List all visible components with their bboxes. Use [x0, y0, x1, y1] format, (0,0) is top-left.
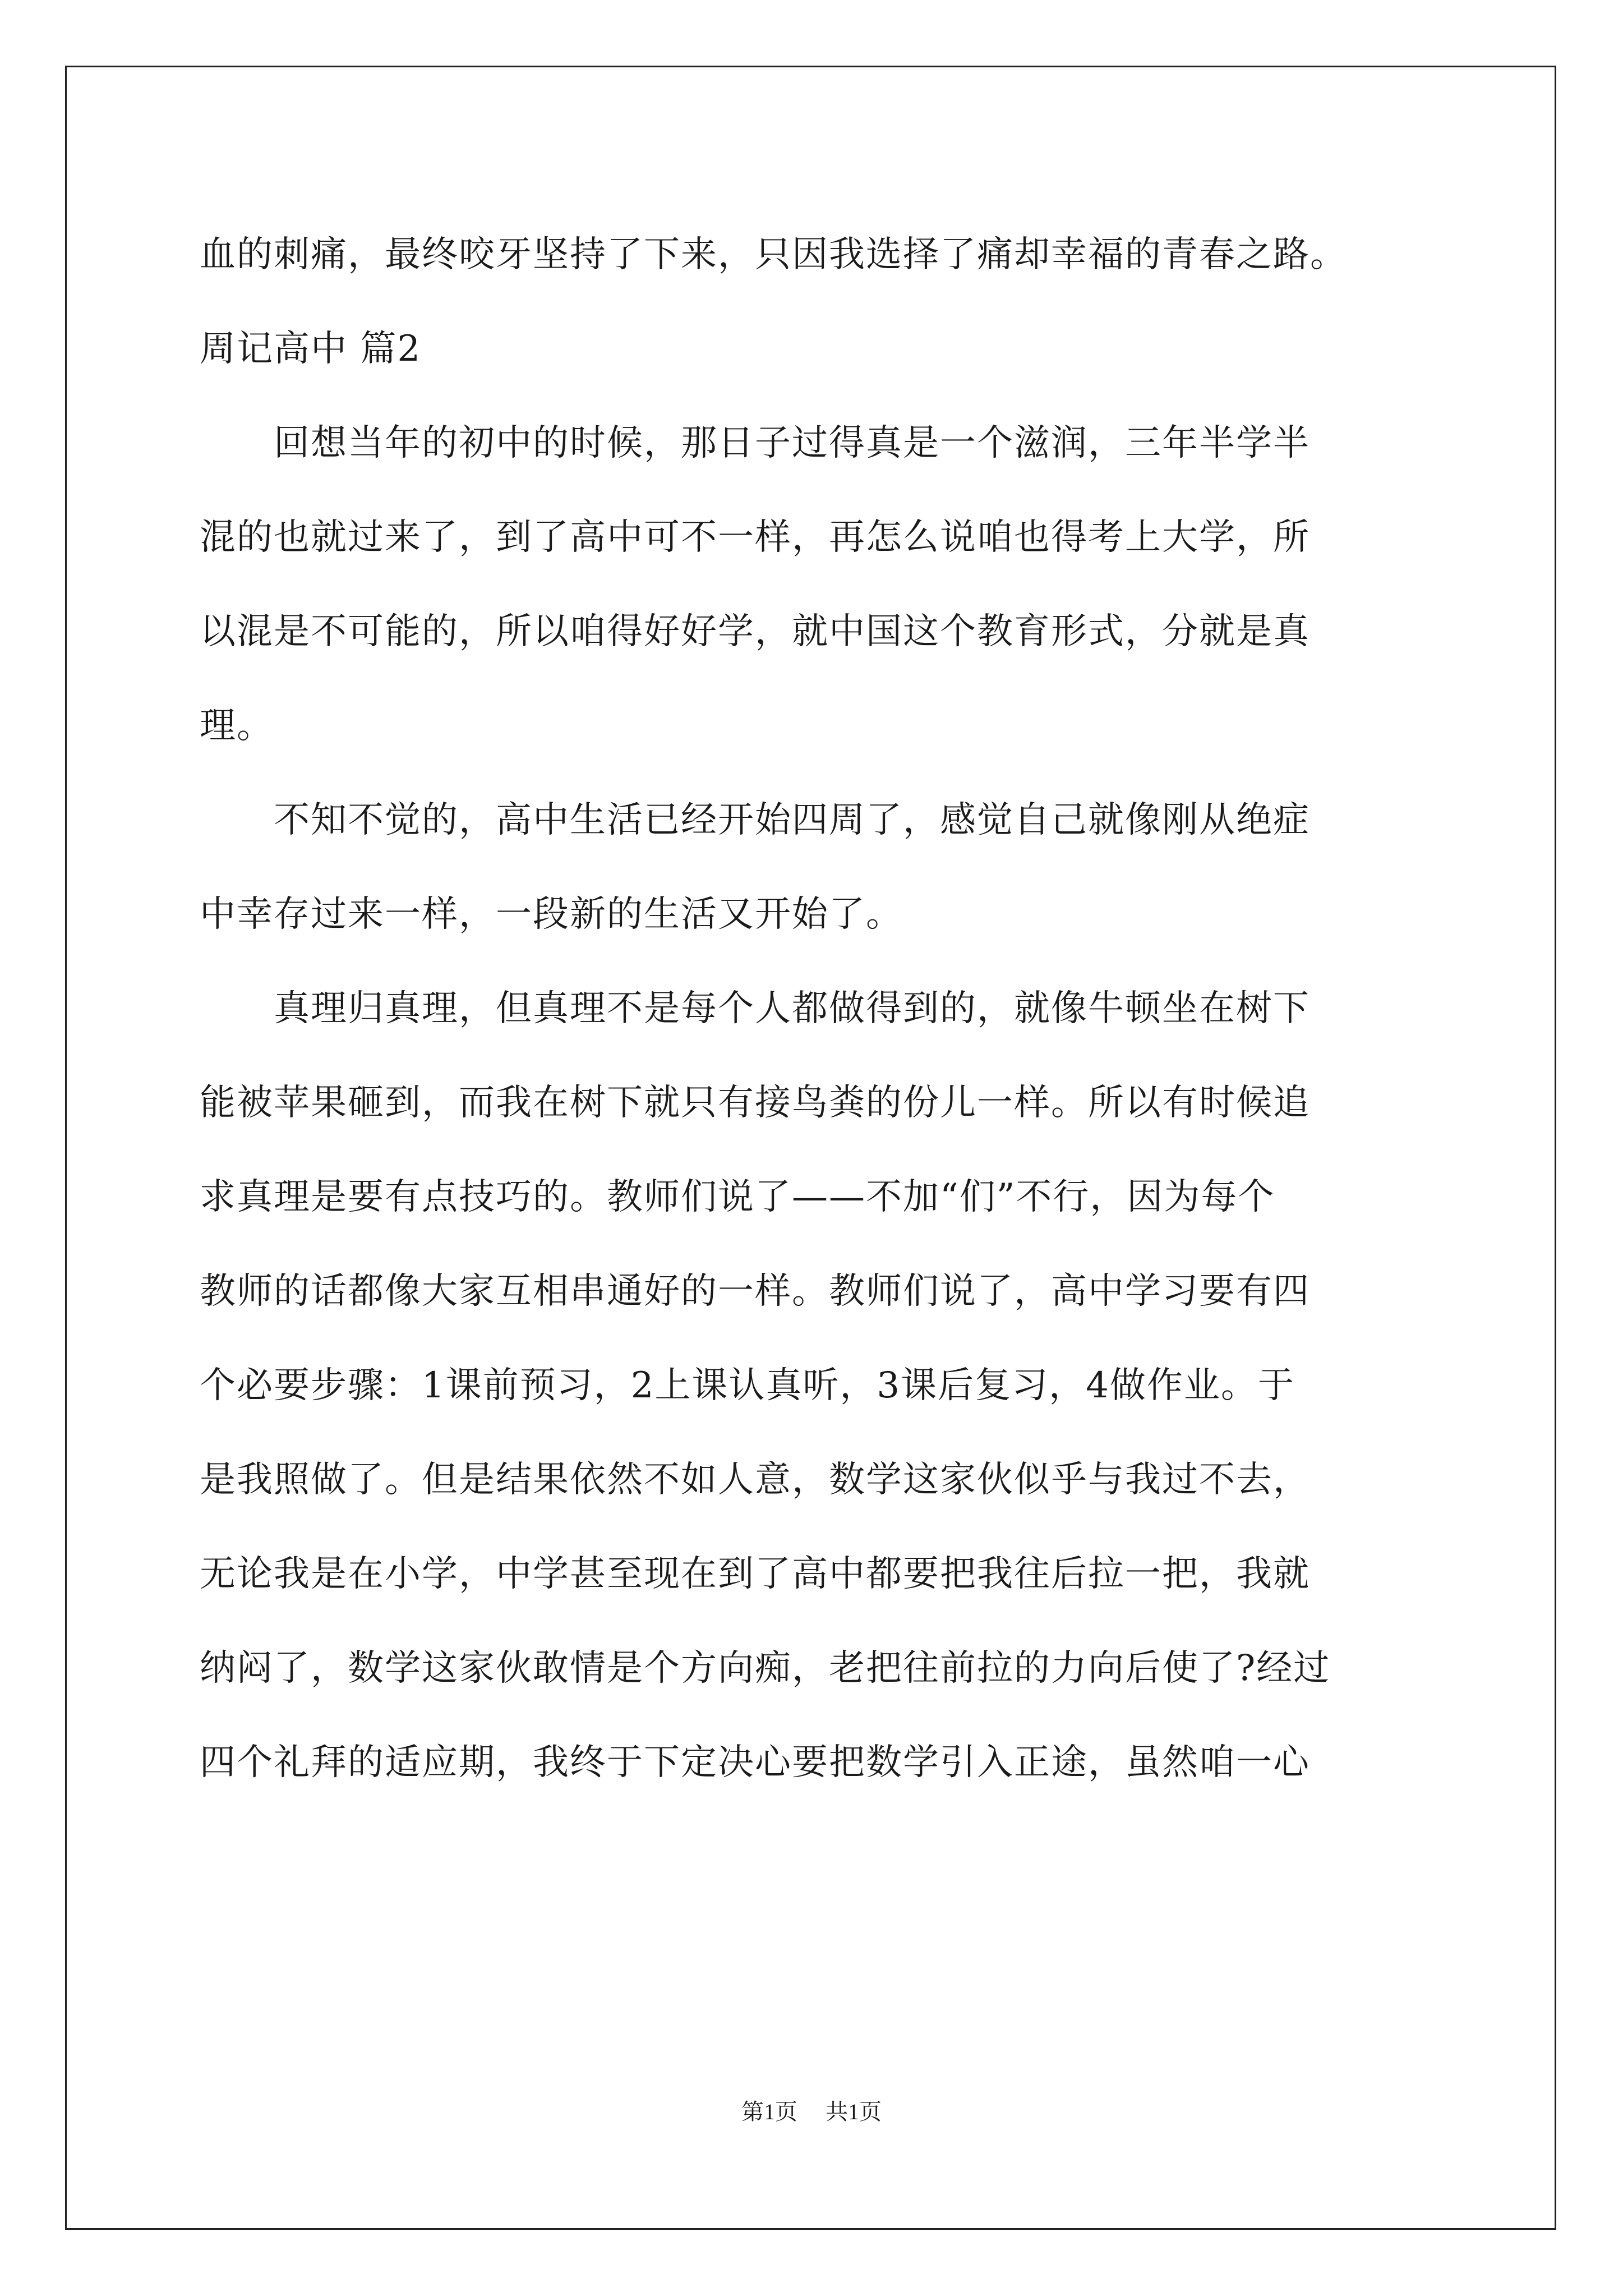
- text-line: 中幸存过来一样，一段新的生活又开始了。: [200, 894, 903, 935]
- page-footer: [0, 2095, 1623, 2129]
- document-body: [200, 208, 1433, 1810]
- text-line: 混的也就过来了，到了高中可不一样，再怎么说咱也得考上大学，所: [200, 517, 1310, 558]
- text-line: 是我照做了。但是结果依然不如人意，数学这家伙似乎与我过不去，: [200, 1459, 1310, 1501]
- text-line: 纳闷了，数学这家伙敢情是个方向痴，老把往前拉的力向后使了?经过: [200, 1648, 1331, 1689]
- text-line: 能被苹果砸到，而我在树下就只有接鸟粪的份儿一样。所以有时候追: [200, 1082, 1310, 1124]
- page-total: 共1页: [826, 2099, 882, 2124]
- text-line: 求真理是要有点技巧的。教师们说了——不加“们”不行，因为每个: [200, 1176, 1275, 1218]
- text-line: 回想当年的初中的时候，那日子过得真是一个滋润，三年半学半: [200, 422, 1310, 464]
- text-line: 无论我是在小学，中学甚至现在到了高中都要把我往后拉一把，我就: [200, 1553, 1310, 1595]
- text-line: 个必要步骤：1课前预习，2上课认真听，3课后复习，4做作业。于: [200, 1365, 1295, 1406]
- text-line: 理。: [200, 705, 274, 747]
- text-line: 不知不觉的，高中生活已经开始四周了，感觉自己就像刚从绝症: [200, 799, 1310, 841]
- text-line: 以混是不可能的，所以咱得好好学，就中国这个教育形式，分就是真: [200, 611, 1310, 652]
- text-line: 真理归真理，但真理不是每个人都做得到的，就像牛顿坐在树下: [200, 988, 1310, 1029]
- text-line: 血的刺痛，最终咬牙坚持了下来，只因我选择了痛却幸福的青春之路。: [200, 234, 1347, 275]
- text-line: 教师的话都像大家互相串通好的一样。教师们说了，高中学习要有四: [200, 1271, 1310, 1312]
- text-line: 四个礼拜的适应期，我终于下定决心要把数学引入正途，虽然咱一心: [200, 1742, 1310, 1783]
- page-number: 第1页: [741, 2099, 797, 2124]
- section-heading: 周记高中 篇2: [200, 328, 422, 370]
